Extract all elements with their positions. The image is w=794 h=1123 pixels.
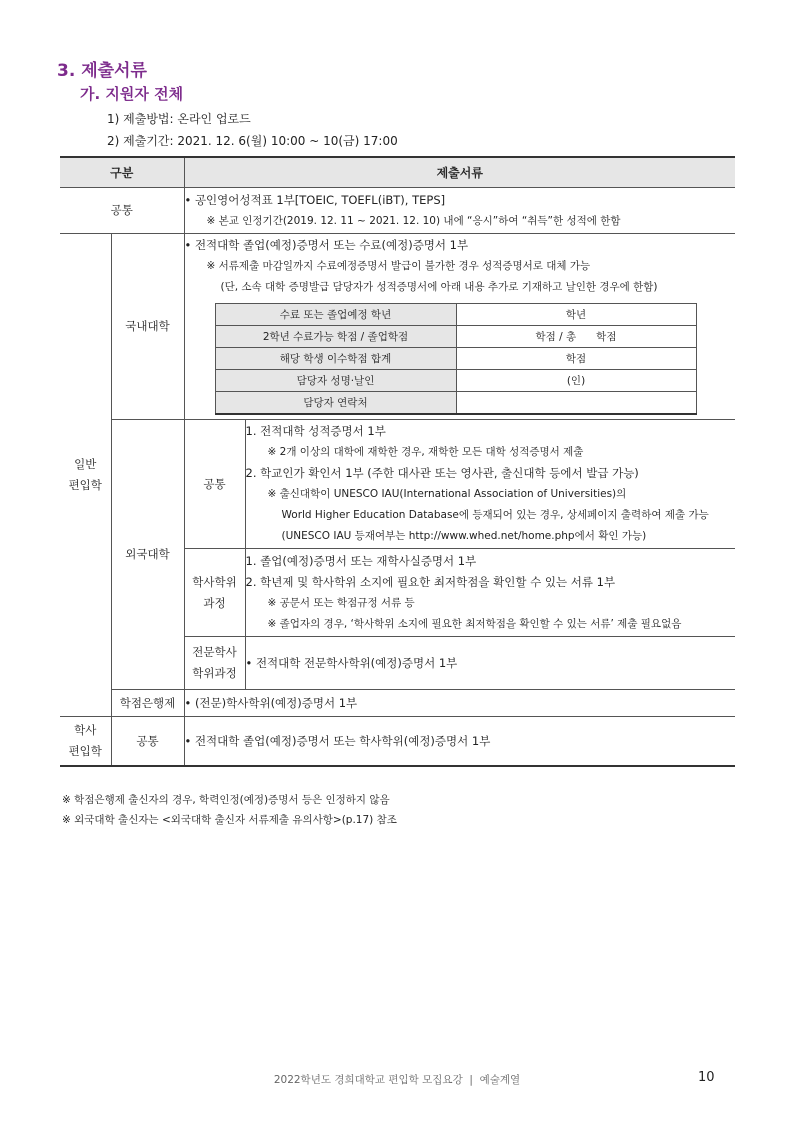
subtable-value <box>456 391 696 414</box>
row-common <box>60 188 735 234</box>
domestic-note2: (단, 소속 대학 증명발급 담당자가 성적증명서에 아래 내용 추가로 기재하고 날인한 경우에 한함) <box>220 280 658 293</box>
common-note: ※ 본교 인정기간(2019. 12. 11 ~ 2021. 12. 10) 내에 “응시”하여 “취득”한 성적에 한함 <box>206 214 621 227</box>
foreign-bachelor-docs <box>245 549 735 637</box>
bachelor-transfer-line1: 학사 <box>74 723 97 737</box>
bachelor-transfer-sublabel: 공통 <box>111 717 184 767</box>
credit-bank-label: 학점은행제 <box>111 690 184 717</box>
foreign-bachelor-note1: ※ 공문서 또는 학점규정 서류 등 <box>267 596 415 609</box>
credit-bank-docs <box>184 690 735 717</box>
subtable-key: 담당자 연락처 <box>215 391 456 414</box>
page-number: 10 <box>698 1070 715 1085</box>
subtable-value: 학년 <box>456 303 696 325</box>
bachelor-transfer-line2: 편입학 <box>68 744 102 758</box>
subtable-value: 학점 / 총 학점 <box>456 325 696 347</box>
foreign-common-note1: ※ 2개 이상의 대학에 재학한 경우, 재학한 모든 대학 성적증명서 제출 <box>267 446 584 458</box>
general-label-line1: 일반 <box>74 457 97 471</box>
section-subtitle: 가. 지원자 전체 <box>80 85 184 103</box>
common-item: • 공인영어성적표 1부[TOEIC, TOEFL(iBT), TEPS] <box>184 192 446 207</box>
bachelor-transfer-item: • 전적대학 졸업(예정)증명서 또는 학사학위(예정)증명서 1부 <box>184 733 491 748</box>
header-category: 구분 <box>60 157 184 188</box>
domestic-subtable <box>215 303 697 415</box>
common-label: 공통 <box>60 188 184 234</box>
foreign-professional-label <box>184 637 245 690</box>
professional-label-line1: 전문학사 <box>192 645 237 659</box>
credit-bank-item: • (전문)학사학위(예정)증명서 1부 <box>184 695 358 710</box>
row-bachelor-transfer <box>60 717 735 767</box>
foreign-common-note2a: ※ 출신대학이 UNESCO IAU(International Association of Universities)의 <box>267 488 627 500</box>
common-docs <box>184 188 735 234</box>
documents-table <box>60 156 735 767</box>
domestic-item: • 전적대학 졸업(예정)증명서 또는 수료(예정)증명서 1부 <box>184 237 469 252</box>
submission-method: 1) 제출방법: 온라인 업로드 <box>107 112 251 126</box>
foreign-bachelor-label <box>184 549 245 637</box>
general-transfer-label <box>60 234 111 717</box>
foreign-common-item2: 2. 학교인가 확인서 1부 (주한 대사관 또는 영사관, 출신대학 등에서 발급 가능) <box>245 466 639 480</box>
page-footer: 2022학년도 경희대학교 편입학 모집요강 | 예술계열 <box>273 1074 521 1086</box>
general-label-line2: 편입학 <box>68 478 102 492</box>
row-domestic <box>60 234 735 420</box>
foreign-bachelor-note2: ※ 졸업자의 경우, ‘학사학위 소지에 필요한 최저학점을 확인할 수 있는 서류’ 제출 필요없음 <box>267 617 682 630</box>
subtable-value: 학점 <box>456 347 696 369</box>
subtable-row <box>215 303 696 325</box>
subtable-key: 2학년 수료가능 학점 / 졸업학점 <box>215 325 456 347</box>
foreign-professional-docs <box>245 637 735 690</box>
bachelor-label-line2: 과정 <box>203 595 226 610</box>
subtable-row <box>215 369 696 391</box>
bachelor-transfer-docs <box>184 717 735 767</box>
domestic-docs <box>184 234 735 420</box>
header-docs: 제출서류 <box>184 157 735 188</box>
domestic-label: 국내대학 <box>111 234 184 420</box>
foreign-common-item1: 1. 전적대학 성적증명서 1부 <box>245 424 386 438</box>
footnote-foreign: ※ 외국대학 출신자는 <외국대학 출신자 서류제출 유의사항>(p.17) 참조 <box>62 814 397 826</box>
table-header-row <box>60 157 735 188</box>
foreign-bachelor-item1: 1. 졸업(예정)증명서 또는 재학사실증명서 1부 <box>245 553 477 568</box>
subtable-value: (인) <box>456 369 696 391</box>
professional-label-line2: 학위과정 <box>192 666 237 680</box>
foreign-label: 외국대학 <box>111 420 184 690</box>
subtable-row <box>215 391 696 414</box>
subtable-row <box>215 325 696 347</box>
foreign-common-note2c: (UNESCO IAU 등재여부는 http://www.whed.net/home.php에서 확인 가능) <box>281 530 647 542</box>
subtable-row <box>215 347 696 369</box>
bachelor-label-line1: 학사학위 <box>192 574 237 589</box>
subtable-key: 수료 또는 졸업예정 학년 <box>215 303 456 325</box>
row-foreign-common <box>60 420 735 549</box>
foreign-common-docs <box>245 420 735 549</box>
foreign-common-note2b: World Higher Education Database에 등재되어 있는 경우, 상세페이지 출력하여 제출 가능 <box>281 509 709 521</box>
bachelor-transfer-label <box>60 717 111 767</box>
subtable-key: 해당 학생 이수학점 합계 <box>215 347 456 369</box>
domestic-note1: ※ 서류제출 마감일까지 수료예정증명서 발급이 불가한 경우 성적증명서로 대체 가능 <box>206 259 591 272</box>
submission-period: 2) 제출기간: 2021. 12. 6(월) 10:00 ~ 10(금) 17:00 <box>107 134 398 148</box>
section-title: 3. 제출서류 <box>57 61 147 81</box>
foreign-bachelor-item2: 2. 학년제 및 학사학위 소지에 필요한 최저학점을 확인할 수 있는 서류 1부 <box>245 574 616 589</box>
subtable-key: 담당자 성명·날인 <box>215 369 456 391</box>
foreign-common-label: 공통 <box>184 420 245 549</box>
row-credit-bank <box>60 690 735 717</box>
footnote-credit-bank: ※ 학점은행제 출신자의 경우, 학력인정(예정)증명서 등은 인정하지 않음 <box>62 794 390 806</box>
foreign-professional-item: • 전적대학 전문학사학위(예정)증명서 1부 <box>245 655 458 670</box>
